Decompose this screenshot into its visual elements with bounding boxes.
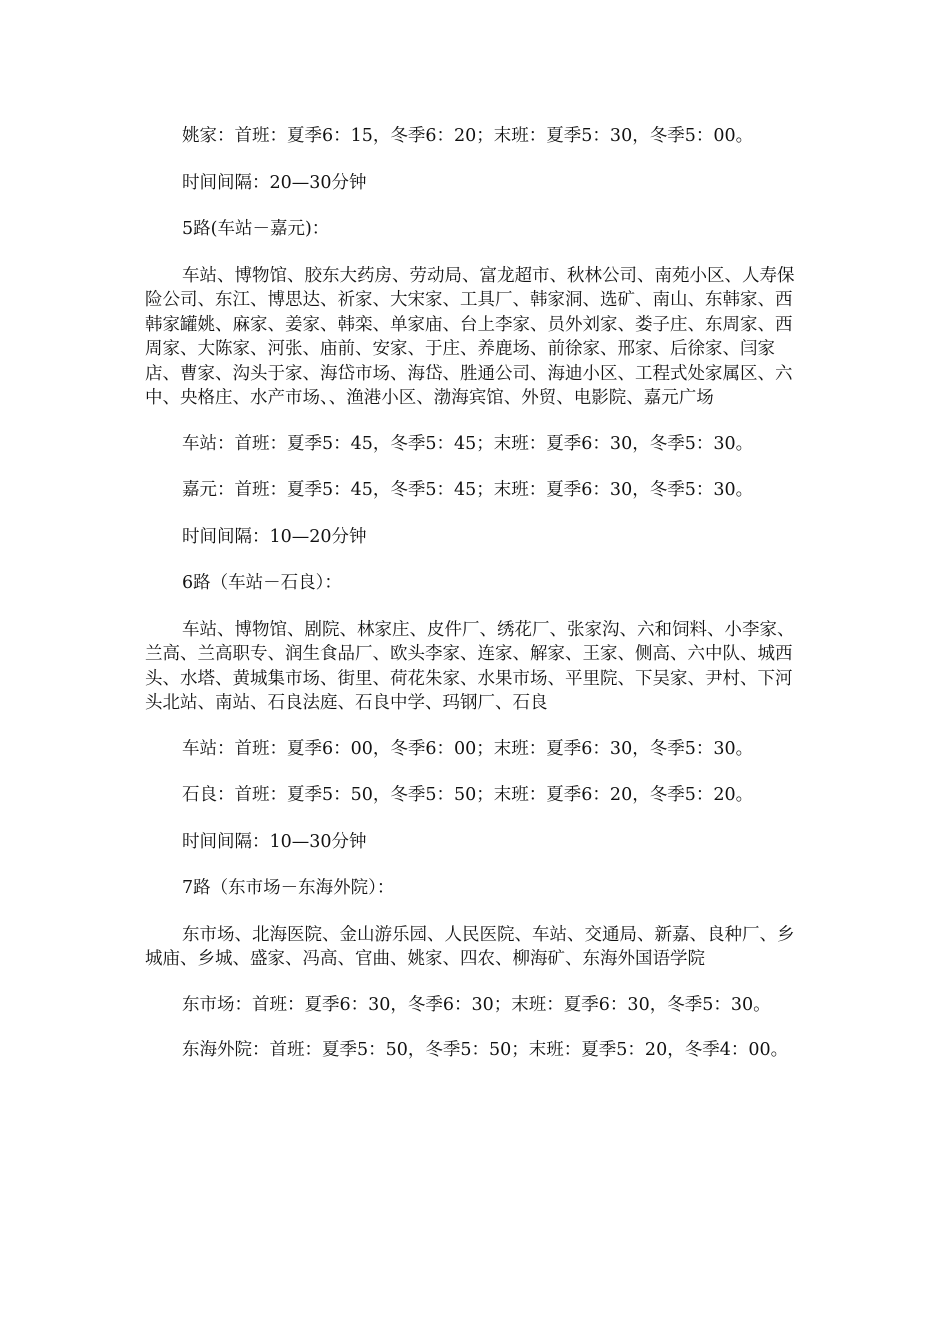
document-page bbox=[145, 124, 805, 1063]
schedule-donghaiwaiyuan: 东海外院：首班：夏季5：50，冬季5：50；末班：夏季5：20，冬季4：00。 bbox=[182, 1040, 789, 1060]
route-7-stops: 东市场、北海医院、金山游乐园、人民医院、车站、交通局、新嘉、良种厂、乡城庙、乡城、盛家、冯高、官曲、姚家、四农、柳海矿、东海外国语学院 bbox=[145, 924, 795, 969]
schedule-station: 车站：首班：夏季5：45，冬季5：45；末班：夏季6：30，冬季5：30。 bbox=[182, 433, 754, 454]
interval-line: 时间间隔：20—30分钟 bbox=[182, 172, 367, 193]
route-6-heading: 6路（车站－石良）： bbox=[182, 573, 342, 593]
route-5-heading: 5路(车站－嘉元)： bbox=[182, 219, 330, 239]
route-5-stops: 车站、博物馆、胶东大药房、劳动局、富龙超市、秋林公司、南苑小区、人寿保险公司、东江、博思达、祈家、大宋家、工具厂、韩家洞、选矿、南山、东韩家、西韩家罐姚、麻家、姜家、韩栾、单家庙、台上李家、员外刘家、娄子庄、东周家、西周家、大陈家、河张、庙前、安家、于庄、养鹿场、前徐家、邢家、后徐家、闫家店、曹家、沟头于家、海岱市场、海岱、胜通公司、海迪小区、工程式处家属区、六中、央格庄、水产市场、、渔港小区、渤海宾馆、外贸、电影院、嘉元广场 bbox=[145, 265, 795, 408]
schedule-shiliang: 石良：首班：夏季5：50，冬季5：50；末班：夏季6：20，冬季5：20。 bbox=[182, 785, 754, 805]
schedule-jiayuan: 嘉元：首班：夏季5：45，冬季5：45；末班：夏季6：30，冬季5：30。 bbox=[182, 480, 754, 500]
interval-line: 时间间隔：10—30分钟 bbox=[182, 831, 367, 852]
route-7-heading: 7路（东市场－东海外院）： bbox=[182, 878, 395, 898]
schedule-yaojia: 姚家：首班：夏季6：15，冬季6：20；末班：夏季5：30，冬季5：00。 bbox=[182, 126, 754, 146]
route-6-stops: 车站、博物馆、剧院、林家庄、皮件厂、绣花厂、张家沟、六和饲料、小李家、兰高、兰高职专、润生食品厂、欧头李家、连家、解家、王家、侧高、六中队、城西头、水塔、黄城集市场、街里、荷花朱家、水果市场、平里院、下吴家、尹村、下河头北站、南站、石良法庭、石良中学、玛钢厂、石良 bbox=[145, 619, 795, 713]
schedule-dongshichang: 东市场：首班：夏季6：30，冬季6：30；末班：夏季6：30，冬季5：30。 bbox=[182, 994, 771, 1015]
schedule-station: 车站：首班：夏季6：00，冬季6：00；末班：夏季6：30，冬季5：30。 bbox=[182, 738, 754, 759]
interval-line: 时间间隔：10—20分钟 bbox=[182, 526, 367, 547]
